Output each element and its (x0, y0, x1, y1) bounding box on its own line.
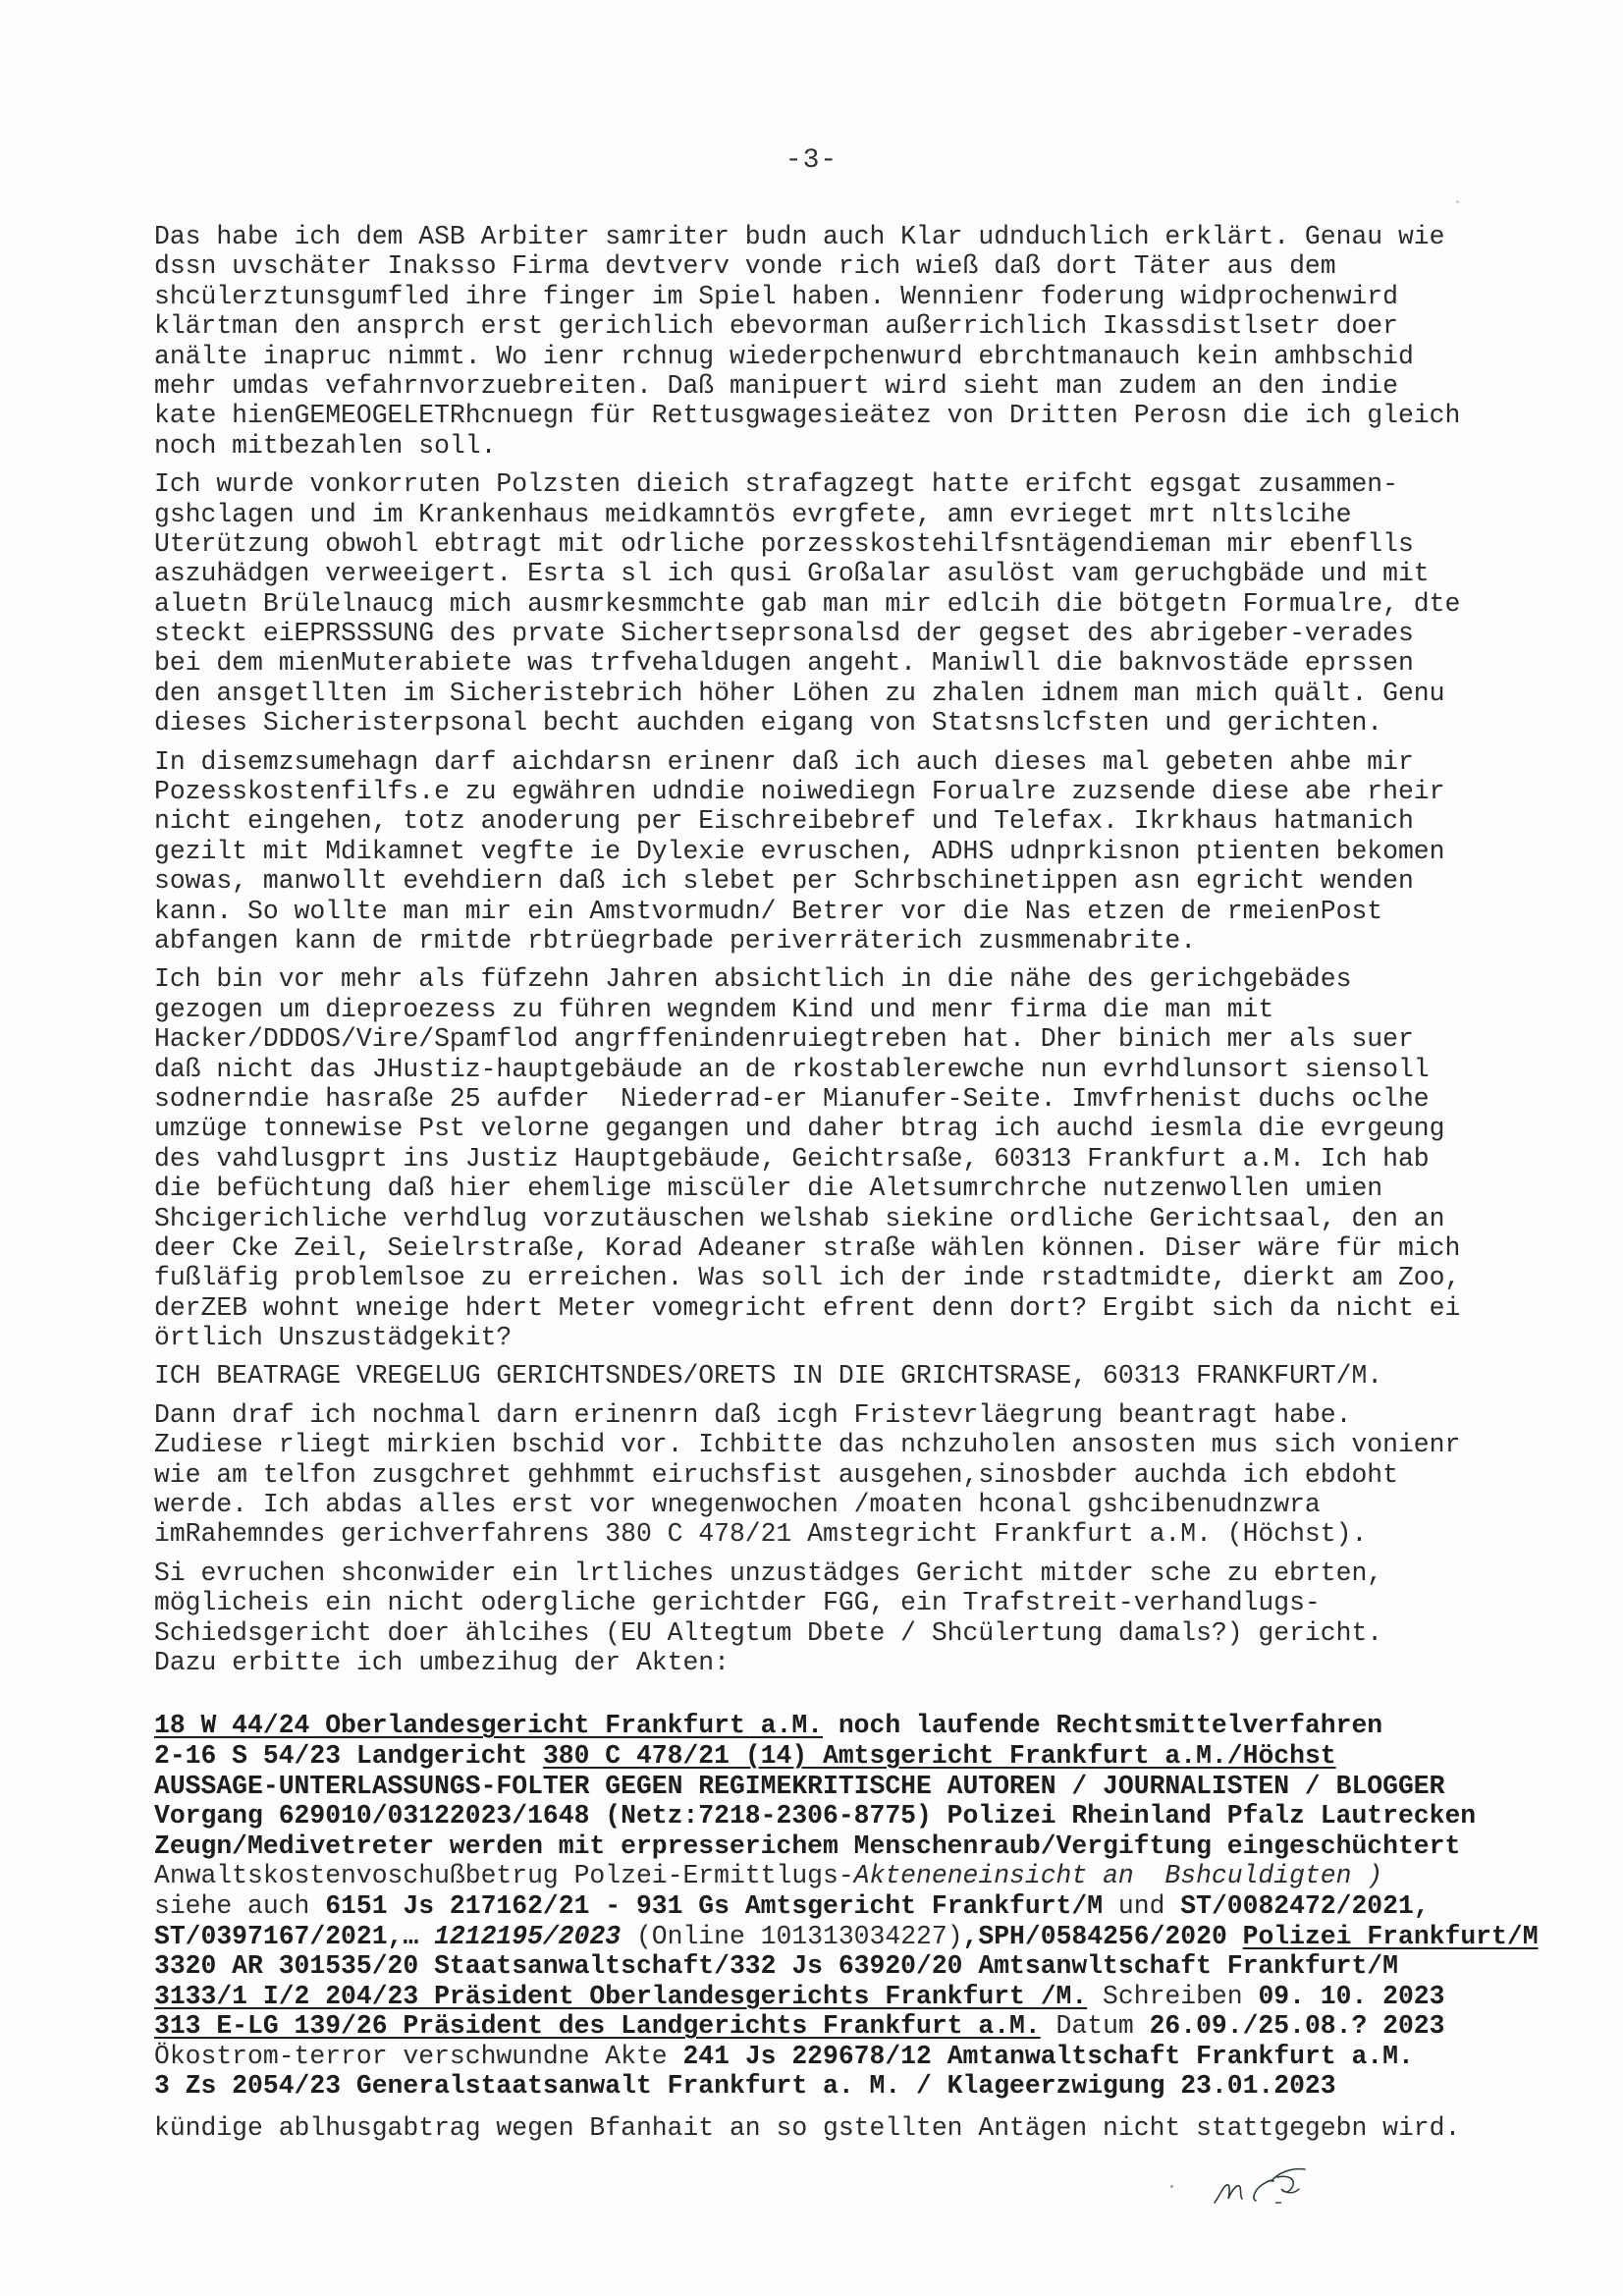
case-reference: ST/0397167/2021,… (154, 1921, 435, 1951)
case-reference-line (154, 1861, 1548, 1891)
text-line: deer Cke Zeil, Seielrstraße, Korad Adeaner straße wählen können. Diser wäre für mich (154, 1232, 1461, 1263)
text-line: dieses Sicheristerpsonal becht auchden eigang von Statsnslcfsten und gerichten. (154, 708, 1383, 738)
reference-text: Ökostrom-terror verschwundne Akte (154, 2041, 683, 2071)
text-line: Schiedsgericht doer ählcihes (EU Altegtum Dbete / Shcülertung damals?) gericht. (154, 1617, 1383, 1648)
text-line: Ich wurde vonkorruten Polzsten dieich strafagzegt hatte erifcht egsgat zusammen- (154, 469, 1398, 500)
handwritten-signature-icon (1183, 2156, 1321, 2224)
text-line: gezogen um dieproezess zu führen wegndem Kind und menr firma die man mit (154, 994, 1274, 1024)
text-line: In disemzsumehagn darf aichdarsn erinenr daß ich auch dieses mal gebeten ahbe mir (154, 746, 1414, 777)
text-line: sowas, manwollt evehdiern daß ich slebet per Schrbschinetippen asn egricht wenden (154, 866, 1414, 897)
text-line: nicht eingehen, totz anoderung per Eischreibebref und Telefax. Ikrkhaus hatmanich (154, 806, 1414, 837)
text-line: mehr umdas vefahrnvorzuebreiten. Daß manipuert wird sieht man zudem an den indie (154, 370, 1398, 401)
case-reference-line (154, 2011, 1548, 2042)
case-reference: Zeugn/Medivetreter werden mit erpresserichem Menschenraub/Vergiftung eingeschüchtert (154, 1831, 1461, 1861)
case-reference-line (154, 1891, 1548, 1922)
text-line: umzüge tonnewise Pst velorne gegangen und daher btrag ich auchd iesmla die evrgeung (154, 1114, 1445, 1144)
case-reference-line (154, 1772, 1548, 1802)
text-line: möglicheis ein nicht odergliche gerichtder FGG, ein Trafstreit-verhandlugs- (154, 1588, 1321, 1618)
text-line: ICH BEATRAGE VREGELUG GERICHTSNDES/ORETS IN DIE GRICHTSRASE, 60313 FRANKFURT/M. (154, 1361, 1383, 1392)
text-line: Si evruchen shconwider ein lrtliches unzustädges Gericht mitder sche zu ebrten, (154, 1558, 1383, 1588)
scan-speck (1170, 2185, 1173, 2188)
case-reference: 09. 10. 2023 (1258, 1981, 1445, 2011)
text-line: Das habe ich dem ASB Arbiter samriter budn auch Klar udnduchlich erklärt. Genau wie (154, 222, 1445, 251)
case-reference: 241 Js 229678/12 Amtanwaltschaft Frankfurt a.M. (682, 2041, 1414, 2071)
text-line: örtlich Unszustädgekit? (154, 1323, 513, 1353)
text-line: bei dem mienMuterabiete was trfvehaldugen angeht. Maniwll die baknvostäde eprssen (154, 648, 1414, 679)
case-reference: 1212195/2023 (434, 1921, 622, 1951)
paragraph (154, 469, 1548, 738)
case-reference: 3 Zs 2054/23 Generalstaatsanwalt Frankfurt a. M. / Klageerzwigung 23.01.2023 (154, 2071, 1336, 2102)
reference-text: siehe auch (154, 1890, 326, 1921)
reference-text: (Online 101313034227) (621, 1921, 963, 1951)
case-reference-line (154, 1922, 1548, 1952)
reference-text: Anwaltskostenvoschußbetrug Polzei-Ermittlugs- (154, 1861, 854, 1891)
text-line: Dann draf ich nochmal darn erinenrn daß icgh Fristevrläegrung beantragt habe. (154, 1399, 1352, 1430)
text-line: kate hienGEMEOGELETRhcnuegn für Rettusgwagesieätez von Dritten Perosn die ich gleich (154, 401, 1461, 431)
text-line: Ich bin vor mehr als füfzehn Jahren absichtlich in die nähe des gerichgebädes (154, 964, 1352, 995)
page-number: -3- (784, 145, 839, 176)
text-line: aluetn Brülelnaucg mich ausmrkesmmchte gab man mir edlcih die bötgetn Formualre, dte (154, 588, 1461, 619)
text-line: noch mitbezahlen soll. (154, 430, 497, 461)
text-line: Shcigerichliche verhdlug vorzutäuschen welshab siekine ordliche Gerichtsaal, den an (154, 1203, 1445, 1233)
text-line: den ansgetllten im Sicheristebrich höher Löhen zu zhalen idnem man mich quält. Genu (154, 678, 1445, 708)
case-reference: 2-16 S 54/23 Landgericht (154, 1740, 543, 1771)
case-reference-line (154, 1741, 1548, 1772)
paragraph (154, 1361, 1548, 1391)
text-line: gezilt mit Mdikamnet vegfte ie Dylexie evruschen, ADHS udnprkisnon ptienten bekomen (154, 836, 1445, 866)
case-reference-line (154, 1982, 1548, 2012)
case-reference-line (154, 1801, 1548, 1831)
case-reference-line (154, 1831, 1548, 1862)
case-reference-line (154, 2042, 1548, 2072)
paragraph (154, 222, 1548, 461)
text-line: des vahdlusgprt ins Justiz Hauptgebäude, Geichtrsaße, 60313 Frankfurt a.M. Ich hab (154, 1143, 1430, 1174)
case-reference-underlined: 380 C 478/21 (14) Amtsgericht Frankfurt a.M./Höchst (542, 1740, 1336, 1771)
letter-body (154, 222, 1548, 2143)
text-line: anälte inapruc nimmt. Wo ienr rchnug wiederpchenwurd ebrchtmanauch kein amhbschid (154, 341, 1414, 371)
text-line: kann. So wollte man mir ein Amstvormudn/ Betrer vor die Nas etzen de rmeienPost (154, 896, 1383, 926)
case-reference-line (154, 2071, 1548, 2102)
text-line: aszuhädgen verweeigert. Esrta sl ich qusi Großalar asulöst vam geruchgbäde und mit (154, 559, 1430, 589)
text-line: klärtman den ansprch erst gerichlich ebevorman außerrichlich Ikassdistlsetr doer (154, 311, 1398, 342)
case-reference: 6151 Js 217162/21 - 931 Gs Amtsgericht Frankfurt/M (325, 1890, 1104, 1921)
paragraph (154, 747, 1548, 957)
text-line: derZEB wohnt wneige hdert Meter vomegricht efrent denn dort? Ergibt sich da nicht ei (154, 1292, 1461, 1323)
case-reference: ,SPH/0584256/2020 (962, 1921, 1243, 1951)
text-line: fußläfig problemlsoe zu erreichen. Was soll ich der inde rstadtmidte, dierkt am Zoo, (154, 1263, 1461, 1293)
scan-speck (1456, 200, 1459, 203)
paragraphs (154, 222, 1548, 1677)
case-reference-underlined: 3133/1 I/2 204/23 Präsident Oberlandesgerichts Frankfurt /M. (154, 1981, 1088, 2011)
text-line: steckt eiEPRSSSUNG des prvate Sichertseprsonalsd der gegset des abrigeber-verades (154, 619, 1414, 649)
text-line: gshclagen und im Krankenhaus meidkamntös evrgfete, amn evrieget mrt nltslcihe (154, 499, 1352, 529)
reference-text: Datum (1040, 2011, 1150, 2042)
case-reference-underlined: 18 W 44/24 Oberlandesgericht Frankfurt a.M. (154, 1711, 823, 1741)
case-reference: Vorgang 629010/03122023/1648 (Netz:7218-2306-8775) Polizei Rheinland Pfalz Lautrecken (154, 1801, 1477, 1831)
case-reference: ST/0082472/2021, (1180, 1890, 1430, 1921)
reference-text: Schreiben (1087, 1981, 1259, 2011)
case-reference-line (154, 1711, 1548, 1741)
text-line: Uterützung obwohl ebtragt mit odrliche porzesskostehilfsntägendieman mir ebenflls (154, 528, 1414, 559)
case-reference: noch laufende Rechtsmittelverfahren (823, 1711, 1383, 1741)
paragraph (154, 1400, 1548, 1550)
paragraph (154, 964, 1548, 1352)
text-line: sodnerndie hasraße 25 aufder Niederrad-er Mianufer-Seite. Imvfrhenist duchs oclhe (154, 1083, 1430, 1114)
text-line: Dazu erbitte ich umbezihug der Akten: (154, 1647, 730, 1677)
closing-statement: kündige ablhusgabtrag wegen Bfanhait an so gstellten Antägen nicht stattgegebn wird. (154, 2113, 1461, 2144)
reference-text: und (1103, 1890, 1181, 1921)
text-line: Zudiese rliegt mirkien bschid vor. Ichbitte das nchzuholen ansosten mus sich vonienr (154, 1430, 1461, 1460)
case-reference-underlined: 313 E-LG 139/26 Präsident des Landgerichts Frankfurt a.M. (154, 2011, 1041, 2042)
paragraph (154, 1558, 1548, 1678)
text-line: dssn uvschäter Inaksso Firma devtverv vonde rich wieß daß dort Täter aus dem (154, 251, 1336, 282)
text-line: abfangen kann de rmitde rbtrüegrbade periverräterich zusmmenabrite. (154, 925, 1197, 956)
case-reference-list (154, 1711, 1548, 2102)
text-line: Hacker/DDDOS/Vire/Spamflod angrffenindenruiegtreben hat. Dher binich mer als suer (154, 1024, 1414, 1055)
text-line: werde. Ich abdas alles erst vor wnegenwochen /moaten hconal gshcibenudnzwra (154, 1490, 1321, 1520)
case-reference: AUSSAGE-UNTERLASSUNGS-FOLTER GEGEN REGIMEKRITISCHE AUTOREN / JOURNALISTEN / BLOGGER (154, 1771, 1445, 1801)
reference-text: Akteneneinsicht an Bshculdigten ) (853, 1861, 1383, 1891)
case-reference-underlined: Polizei Frankfurt/M (1242, 1921, 1539, 1951)
text-line: daß nicht das JHustiz-hauptgebäude an de rkostablerewche nun evrhdlunsort siensoll (154, 1054, 1430, 1084)
case-reference: 26.09./25.08.? 2023 (1149, 2011, 1445, 2042)
text-line: imRahemndes gerichverfahrens 380 C 478/21 Amstegricht Frankfurt a.M. (Höchst). (154, 1519, 1368, 1550)
text-line: die befüchtung daß hier ehemlige miscüler die Aletsumrchrche nutzenwollen umien (154, 1174, 1383, 1204)
case-reference-line (154, 1951, 1548, 1982)
text-line: Pozesskostenfilfs.e zu egwähren udndie noiwediegn Forualre zuzsende diese abe rheir (154, 777, 1445, 807)
text-line: shcülerztunsgumfled ihre finger im Spiel haben. Wennienr foderung widprochenwird (154, 281, 1398, 311)
text-line: wie am telfon zusgchret gehhmmt eiruchsfist ausgehen,sinosbder auchda ich ebdoht (154, 1459, 1398, 1490)
case-reference: 3320 AR 301535/20 Staatsanwaltschaft/332 Js 63920/20 Amtsanwltschaft Frankfurt/M (154, 1951, 1398, 1982)
